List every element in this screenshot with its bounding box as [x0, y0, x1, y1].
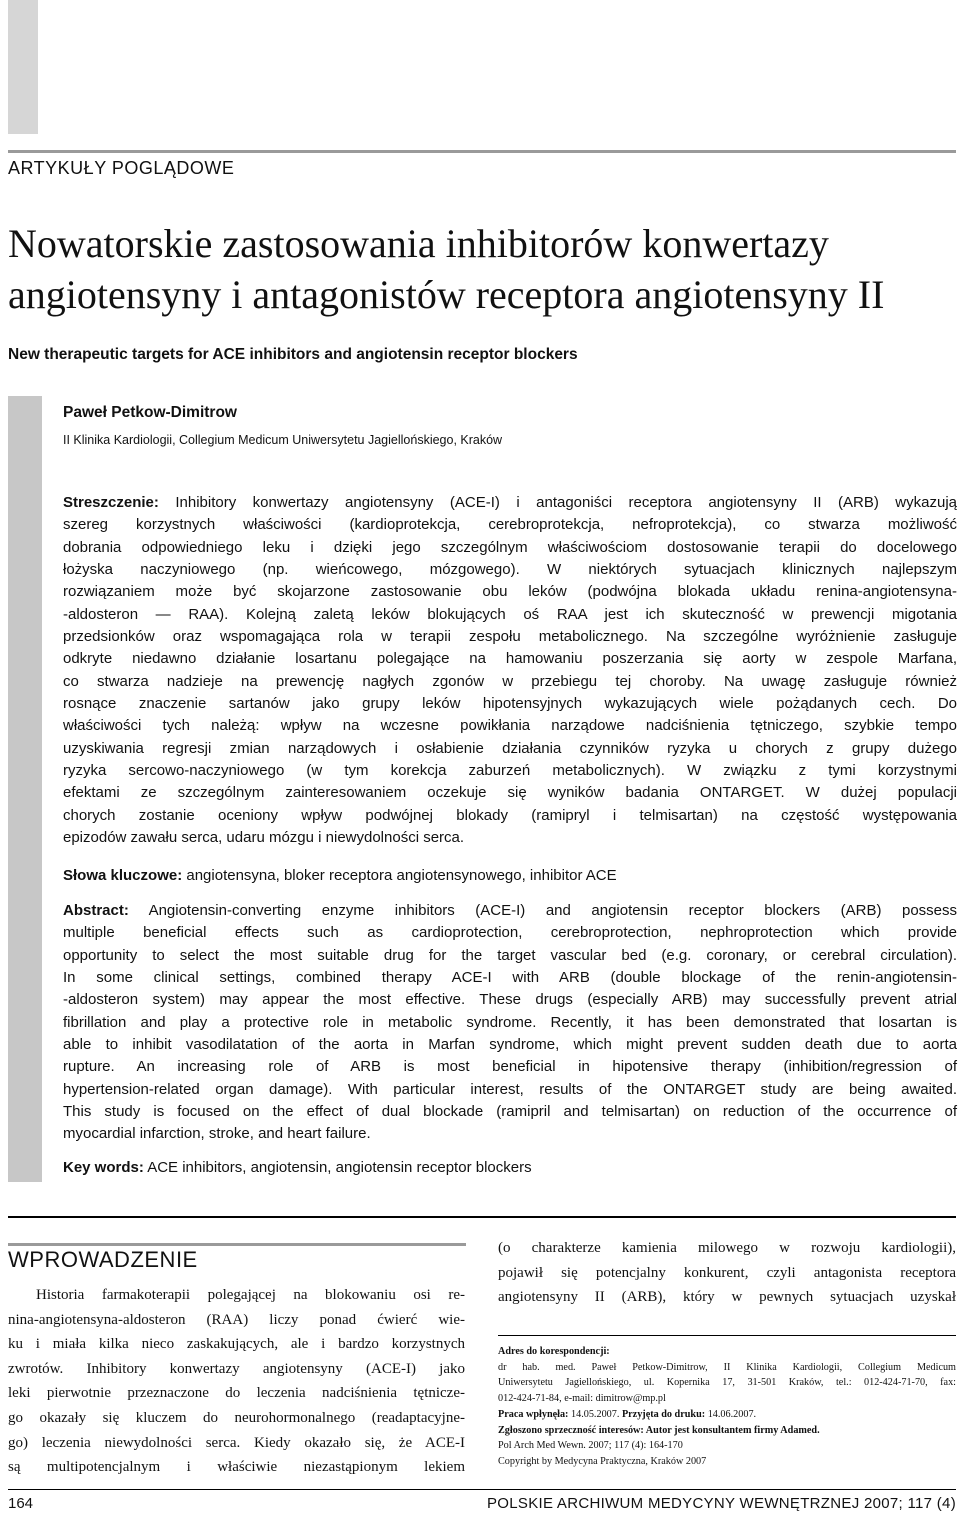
accepted-date: 14.06.2007.	[705, 1408, 757, 1420]
abstract-line: hypertension-related organ damage). With particular interest, results of the ONTARGET study are being awaited.	[63, 1080, 957, 1098]
abstract-line: multiple beneficial effects such as cardioprotection, cerebroprotection, nephroprotection which provide	[63, 924, 957, 942]
conflict-statement: Zgłoszono sprzeczność interesów: Autor jest konsultantem firmy Adamed.	[498, 1424, 820, 1436]
abstract-line: myocardial infarction, stroke, and heart failure.	[63, 1125, 371, 1143]
article-subtitle: New therapeutic targets for ACE inhibitors and angiotensin receptor blockers	[8, 346, 578, 363]
page-number: 164	[8, 1495, 34, 1512]
keywords-text: angiotensyna, bloker receptora angiotensynowego, inhibitor ACE	[182, 867, 617, 884]
author-affiliation: II Klinika Kardiologii, Collegium Medicum Uniwersytetu Jagiellońskiego, Kraków	[63, 433, 503, 447]
header-rule	[8, 150, 956, 153]
abstract-line: -aldosteron system) may appear the most effective. These drugs (especially ARB) may successfully prevent atrial	[63, 991, 957, 1009]
correspondence-line: dr hab. med. Paweł Petkow-Dimitrow, II Klinika Kardiologii, Collegium Medicum	[498, 1361, 956, 1373]
intro-text	[8, 1283, 465, 1480]
decorative-block	[8, 0, 38, 134]
body-line: leki pierwotnie przeznaczone do leczenia nadciśnienia tętnicze-	[8, 1385, 465, 1402]
body-line: pojawił się potencjalny konkurent, czyli antagonista receptora	[498, 1264, 956, 1281]
abstract-line: efektami ze szczególnym zainteresowaniem oczekuje się wyników badania ONTARGET. W dużej populacji	[63, 784, 957, 802]
abstract-line: rupture. An increasing role of ARB is most beneficial in hipotensive therapy (inhibition/regression of	[63, 1058, 957, 1076]
section-label: ARTYKUŁY POGLĄDOWE	[8, 158, 235, 178]
correspondence-heading: Adres do korespondencji:	[498, 1346, 610, 1357]
abstract-line: This study is focused on the effect of dual blockade (ramipril and telmisartan) on reduction of the occurrence of	[63, 1103, 957, 1121]
abstract-line: uzyskiwania regresji zmian narządowych i osłabienie działania czynników ryzyka u chorych z grupy dużego	[63, 739, 957, 757]
abstract-line: -aldosteron — RAA). Kolejną zaletą leków blokujących oś RAA jest ich skuteczność w prewencji migotania	[63, 605, 957, 623]
keywords-text: ACE inhibitors, angiotensin, angiotensin receptor blockers	[143, 1159, 532, 1176]
keywords-polish	[63, 865, 957, 887]
abstract-text: Inhibitory konwertazy angiotensyny (ACE-I) i antagoniści receptora angiotensyny II (ARB) wykazują	[158, 494, 957, 511]
body-line: Historia farmakoterapii polegającej na blokowaniu osi re-	[36, 1287, 465, 1303]
abstract-line: łożyska naczyniowego (np. wieńcowego, mózgowego). W niektórych sytuacjach klinicznych najlepszym	[63, 561, 957, 579]
body-line: są multipotencjalnym i właściwie niezastąpionym lekiem	[8, 1459, 465, 1476]
accepted-label: Przyjęta do druku:	[621, 1408, 706, 1420]
keywords-line	[63, 865, 957, 887]
received-label: Praca wpłynęła:	[498, 1408, 569, 1420]
body-line: go okazały się kluczem do neurohormonalnego (readaptacyjne-	[8, 1409, 465, 1426]
abstract-line: odkryte niedawno działanie losartanu polegające na hamowaniu poszerzania się aorty w zespole Marfana,	[63, 650, 957, 668]
abstract-line: epizodów zawału serca, udaru mózgu i niewydolności serca.	[63, 829, 465, 847]
abstract-line: rozwiązaniem może być skojarzone zastosowanie obu leków (podwójna blokada układu renina-angiotensyna-	[63, 583, 957, 601]
abstract-line: przedsionków oraz wspomagająca rola w terapii zespołu metabolicznego. Na szczególne wyróżnienie zasługuje	[63, 628, 957, 646]
body-line: nina-angiotensyna-aldosteron (RAA) liczy ponad ćwierć wie-	[8, 1311, 465, 1328]
abstract-line	[63, 492, 957, 514]
abstract-line: opportunity to select the most suitable drug for the target vascular bed (e.g. coronary, or cerebral circulation).	[63, 946, 957, 964]
section-divider	[8, 1216, 956, 1218]
body-line: zwrotów. Inhibitory konwertazy angiotensyny (ACE-I) jako	[8, 1360, 465, 1377]
abstract-line: able to inhibit vasodilatation of the aorta in Marfan syndrome, which might prevent sudden death due to aorta	[63, 1036, 957, 1054]
body-line: (o charakterze kamienia milowego w rozwoju kardiologii),	[498, 1240, 956, 1256]
abstract-line: co stwarza nadzieje na prewencję nagłych zgonów w przebiegu tej choroby. Na uwagę zasługuje również	[63, 672, 957, 690]
intro-heading-rule	[8, 1243, 466, 1246]
abstract-line: fibrillation and play a protective role in metabolic syndrome. Recently, it has been demonstrated that losartan is	[63, 1013, 957, 1031]
author-name: Paweł Petkow-Dimitrow	[63, 404, 237, 421]
intro-heading: WPROWADZENIE	[8, 1247, 198, 1272]
citation: Pol Arch Med Wewn. 2007; 117 (4): 164-170	[498, 1440, 683, 1452]
abstract-polish	[63, 492, 957, 850]
abstract-line: rosnące znaczenie sartanów jako grupy leków hipotensyjnych wykazujących wiele pożądanych cech. Do	[63, 695, 957, 713]
abstract-label: Streszczenie:	[63, 494, 159, 511]
abstract-line: ryzyka sercowo-naczyniowego (w tym korekcja zaburzeń metabolicznych). W związku z tymi korzystnymi	[63, 762, 957, 780]
abstract-line: dobrania odpowiedniego leku i dzięki jego szczególnym właściwościom dostosowanie terapii do docelowego	[63, 538, 957, 556]
abstract-side-bar	[8, 396, 42, 1182]
title-line: Nowatorskie zastosowania inhibitorów konwertazy	[8, 221, 829, 266]
received-date: 14.05.2007.	[568, 1408, 622, 1420]
abstract-line: chorych zostanie oceniony wpływ podwójnej blokady (ramipryl i telmisartan) na częstość występowania	[63, 806, 957, 824]
abstract-line: właściwości tych należą: wpływ na wczesne powikłania narządowe nadciśnienia tętniczego, szybkie tempo	[63, 717, 957, 735]
keywords-line	[63, 1157, 957, 1179]
correspondence-box	[498, 1344, 956, 1470]
copyright: Copyright by Medycyna Praktyczna, Kraków 2007	[498, 1455, 707, 1467]
abstract-line: szereg korzystnych właściwości (kardioprotekcja, cerebroprotekcja, nefroprotekcja), co stwarza możliwość	[63, 516, 957, 534]
keywords-english	[63, 1157, 957, 1179]
footer-rule	[8, 1489, 956, 1490]
abstract-english	[63, 900, 957, 1146]
keywords-label: Key words:	[63, 1159, 144, 1176]
body-line: angiotensyny II (ARB), który w pewnych sytuacjach uzyskał	[498, 1289, 956, 1305]
correspondence-line: Uniwersytetu Jagiellońskiego, ul. Kopernika 17, 31-501 Kraków, tel.: 012-424-71-70, fax:	[498, 1377, 956, 1389]
body-line: go) leczenia niewydolności serca. Kiedy okazało się, że ACE-I	[8, 1434, 465, 1451]
article-title	[8, 218, 953, 320]
title-line: angiotensyny i antagonistów receptora angiotensyny II	[8, 272, 885, 317]
keywords-label: Słowa kluczowe:	[63, 867, 183, 884]
abstract-label: Abstract:	[63, 902, 129, 919]
journal-footer: POLSKIE ARCHIWUM MEDYCYNY WEWNĘTRZNEJ 2007; 117 (4)	[486, 1495, 956, 1512]
dates-line	[498, 1407, 956, 1423]
body-line: ku i miała kilka nieco zaskakujących, ale i bardzo korzystnych	[8, 1336, 465, 1353]
abstract-text: Angiotensin-converting enzyme inhibitors (ACE-I) and angiotensin receptor blockers (ARB) possess	[128, 902, 957, 919]
right-column-text	[498, 1236, 956, 1310]
correspondence-line: 012-424-71-84, e-mail: dimitrow@mp.pl	[498, 1393, 666, 1405]
abstract-line: In some clinical settings, combined therapy ACE-I with ARB (double blockage of the renin-angiotensin-	[63, 969, 957, 987]
correspondence-rule	[498, 1335, 956, 1336]
abstract-line	[63, 900, 957, 922]
